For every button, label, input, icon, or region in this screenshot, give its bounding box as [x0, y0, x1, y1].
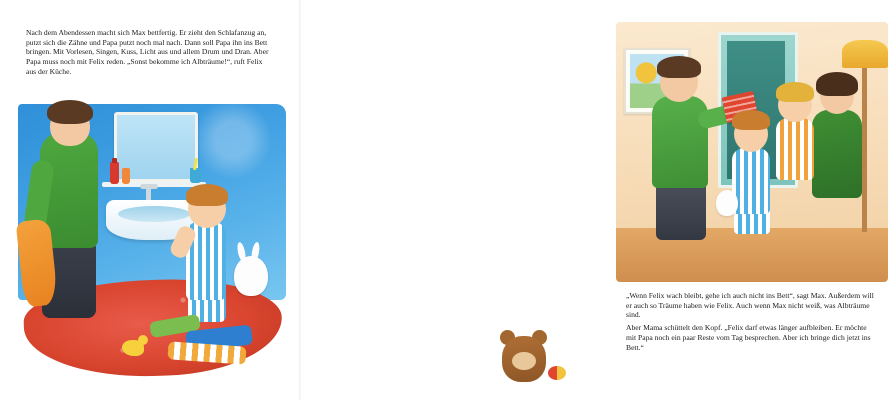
orange-bottle	[122, 168, 130, 184]
max-hair	[732, 110, 770, 130]
right-paragraph-2: Aber Mama schüttelt den Kopf. „Felix darf etwas länger aufbleiben. Er möchte mit Papa noch ein paar Reste vom Tag besprechen. Aber ich bringe dich jetzt ins Bett.“	[626, 323, 871, 352]
blue-cup	[190, 168, 201, 183]
max-bunny-toy	[716, 190, 738, 216]
teddy-face	[512, 352, 536, 370]
right-paragraph-1: „Wenn Felix wach bleibt, gehe ich auch nicht ins Bett“, sagt Max. Außerdem will er auch so Träume haben wie Felix. Auch wenn Max nicht weiß, was Albträume sind.	[626, 291, 874, 320]
father-right-hair	[657, 56, 701, 78]
mother-hair	[816, 72, 858, 96]
father-right-legs	[656, 182, 706, 240]
right-page-text	[626, 291, 876, 352]
hallway-illustration	[616, 22, 888, 282]
lamp-shade	[842, 40, 888, 68]
left-page-paragraph: Nach dem Abendessen macht sich Max bettfertig. Er zieht den Schlafanzug an, putzt sich die Zähne und Papa putzt noch mal nach. Dann soll Papa ihn ins Bett bringen. Mit Vorlesen, Singen, Kuss, Licht aus und allem Drum und Dran. Aber Papa muss noch mit Felix reden. „Sonst bekomme ich Albträume!“, ruft Felix aus der Küche.	[26, 28, 269, 76]
rubber-duck	[122, 340, 144, 356]
right-page	[300, 0, 874, 400]
toy-ball	[548, 366, 566, 380]
bathroom-illustration	[18, 104, 286, 376]
mother-torso	[812, 110, 862, 198]
sink-basin	[118, 206, 190, 222]
father-right-torso	[652, 96, 708, 188]
left-page	[0, 0, 300, 400]
father-hair	[47, 100, 93, 124]
boy-hair	[186, 184, 228, 206]
felix-hair	[776, 82, 814, 102]
lamp-pole	[862, 62, 867, 232]
bunny-toy	[234, 256, 268, 296]
felix-torso	[776, 118, 814, 180]
red-bottle	[110, 162, 119, 184]
